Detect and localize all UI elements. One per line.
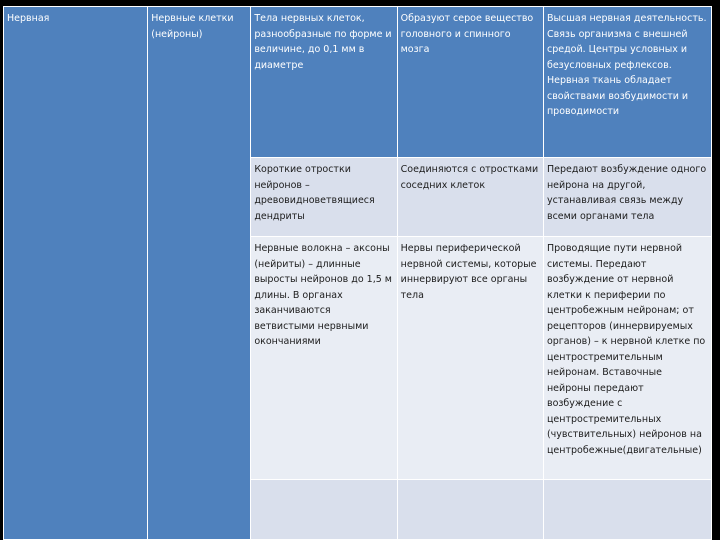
function-cell: Проводящие пути нервной системы. Передают возбуждение от нервной клетки к периферии по центробежным нейронам; от рецепторов (иннервируемых органов) – к нервной клетке по центростремительным нейронам. Вставочные нейроны передают возбуждение с центростремительных (чувствительных) нейронов на центробежные(двигательные) [543, 237, 711, 480]
location-cell: Соединяются с отростками соседних клеток [397, 158, 543, 237]
empty-cell [251, 480, 397, 540]
location-cell: Образуют серое вещество головного и спинного мозга [397, 7, 543, 158]
table-row [4, 7, 712, 158]
structure-cell: Тела нервных клеток, разнообразные по форме и величине, до 0,1 мм в диаметре [251, 7, 397, 158]
structure-cell: Короткие отростки нейронов – древовидноветвящиеся дендриты [251, 158, 397, 237]
cell-type-cell: Нервные клетки (нейроны) [148, 7, 251, 540]
empty-cell [543, 480, 711, 540]
empty-cell [397, 480, 543, 540]
tissue-type-cell: Нервная [4, 7, 148, 540]
function-cell: Высшая нервная деятельность. Связь организма с внешней средой. Центры условных и безусловных рефлексов. Нервная ткань обладает свойствами возбудимости и проводимости [543, 7, 711, 158]
location-cell: Нервы периферической нервной системы, которые иннервируют все органы тела [397, 237, 543, 480]
function-cell: Передают возбуждение одного нейрона на другой, устанавливая связь между всеми органами тела [543, 158, 711, 237]
tissue-table [3, 6, 712, 540]
structure-cell: Нервные волокна – аксоны (нейриты) – длинные выросты нейронов до 1,5 м длины. В органах заканчиваются ветвистыми нервными окончаниями [251, 237, 397, 480]
